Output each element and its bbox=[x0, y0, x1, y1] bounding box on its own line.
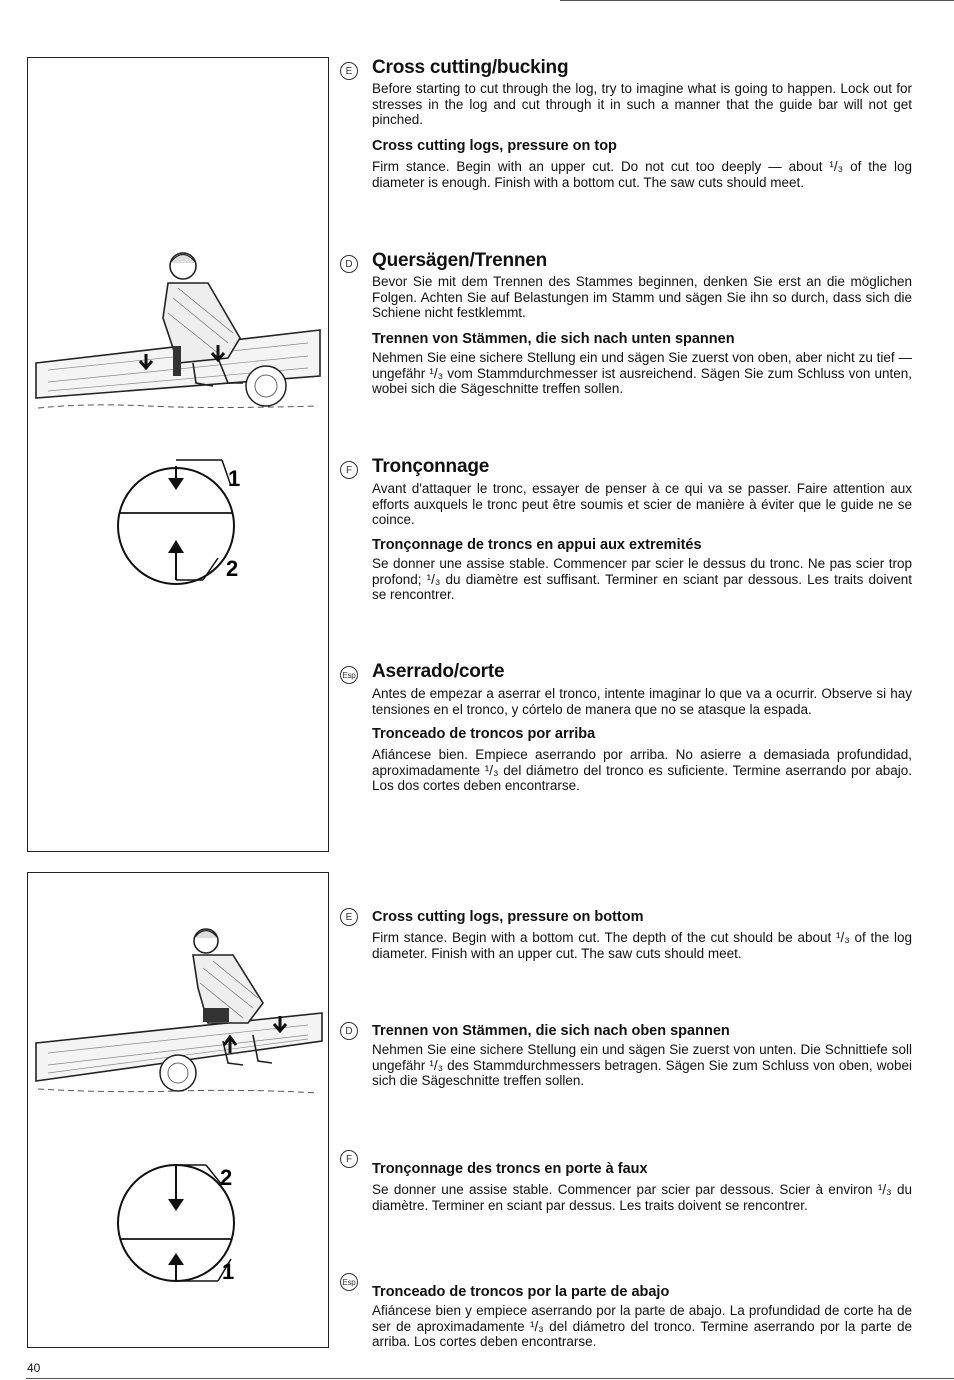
section-title: Aserrado/corte bbox=[372, 661, 505, 682]
section-body: Nehmen Sie eine sichere Stellung ein und sägen Sie zuerst von unten. Die Schnittiefe soll ungefähr ¹/₃ des Stammdurchmessers betragen. Sägen Sie zum Schluss von oben, wobei sich die Sägeschnitte treffen sollen. bbox=[372, 1042, 912, 1089]
cut-order-label-upper: 2 bbox=[220, 1165, 233, 1190]
language-badge: F bbox=[340, 1150, 358, 1168]
cut-order-label-lower: 1 bbox=[222, 1259, 235, 1284]
section-title: Quersägen/Trennen bbox=[372, 250, 548, 271]
section-subtitle: Tronceado de troncos por arriba bbox=[372, 726, 596, 742]
section-title: Cross cutting/bucking bbox=[372, 57, 569, 78]
section-title: Tronçonnage bbox=[372, 456, 490, 477]
section-subtitle: Tronçonnage de troncs en appui aux extremités bbox=[372, 537, 702, 553]
section-body: Firm stance. Begin with an upper cut. Do not cut too deeply — about ¹/₃ of the log diameter is enough. Finish with a bottom cut. The saw cuts should meet. bbox=[372, 159, 912, 190]
page-number: 40 bbox=[27, 1361, 41, 1375]
log-cutting-illustration bbox=[28, 58, 330, 853]
illustration-panel-pressure-on-bottom bbox=[27, 872, 329, 1348]
section-subtitle: Tronçonnage des troncs en porte à faux bbox=[372, 1161, 648, 1177]
section-body: Se donner une assise stable. Commencer par scier le dessus du tronc. Ne pas scier trop profond; ¹/₃ du diamètre est suffisant. Terminer en sciant par dessous. Les traits doivent se rencontrer. bbox=[372, 556, 912, 603]
language-badge: E bbox=[340, 62, 358, 80]
section-intro: Antes de empezar a aserrar el tronco, intente imaginar lo que va a ocurrir. Observe si hay tensiones en el tronco, y córtelo de manera que no se atasque la espada. bbox=[372, 686, 912, 717]
section-body: Afiáncese bien. Empiece aserrando por arriba. No asierre a demasiada profundidad, aproximadamente ¹/₃ del diámetro del tronco es suficiente. Termine aserrando por abajo. Los dos cortes deben encontrarse. bbox=[372, 747, 912, 794]
language-badge: D bbox=[340, 255, 358, 273]
section-intro: Bevor Sie mit dem Trennen des Stammes beginnen, denken Sie erst an die möglichen Folgen. Achten Sie auf Belastungen im Stamm und sägen Sie ihn so durch, dass sich die Schiene nicht festklemmt. bbox=[372, 274, 912, 321]
section-subtitle: Trennen von Stämmen, die sich nach oben spannen bbox=[372, 1023, 730, 1039]
language-badge: Esp bbox=[340, 666, 358, 684]
language-badge: Esp bbox=[340, 1273, 358, 1291]
language-badge: D bbox=[340, 1022, 358, 1040]
top-rule bbox=[560, 0, 954, 1]
section-body: Nehmen Sie eine sichere Stellung ein und sägen Sie zuerst von oben, aber nicht zu tief — ungefähr ¹/₃ vom Stammdurchmesser ist ausreichend. Sägen Sie zum Schluss von unten, wobei sich die Sägeschnitte treffen sollen. bbox=[372, 350, 912, 397]
log-cutting-illustration bbox=[28, 873, 330, 1349]
section-body: Se donner une assise stable. Commencer par scier par dessous. Scier à environ ¹/₃ du diamètre. Terminer en sciant par dessus. Les traits doivent se rencontrer. bbox=[372, 1182, 912, 1213]
section-intro: Before starting to cut through the log, try to imagine what is going to happen. Lock out for stresses in the log and cut through it in such a manner that the guide bar will not get pinched. bbox=[372, 81, 912, 128]
cut-order-label-lower: 2 bbox=[226, 556, 239, 581]
section-body: Afiáncese bien y empiece aserrando por la parte de abajo. La profundidad de corte ha de ser de aproximadamente ¹/₃ del diámetro del tronco. Termine aserrando por la parte de arriba. Los cortes deben encontrarse. bbox=[372, 1303, 912, 1350]
language-badge: F bbox=[340, 461, 358, 479]
cut-order-label-upper: 1 bbox=[228, 466, 241, 491]
section-subtitle: Tronceado de troncos por la parte de abajo bbox=[372, 1284, 670, 1300]
section-subtitle: Trennen von Stämmen, die sich nach unten spannen bbox=[372, 331, 735, 347]
language-badge: E bbox=[340, 908, 358, 926]
section-subtitle: Cross cutting logs, pressure on top bbox=[372, 138, 617, 154]
section-intro: Avant d'attaquer le tronc, essayer de penser à ce qui va se passer. Faire attention aux efforts auxquels le tronc peut être soumis et scier de manière à éviter que le guide ne se coince. bbox=[372, 481, 912, 528]
illustration-panel-pressure-on-top bbox=[27, 57, 329, 852]
section-subtitle: Cross cutting logs, pressure on bottom bbox=[372, 909, 644, 925]
bottom-rule bbox=[26, 1378, 954, 1379]
section-body: Firm stance. Begin with a bottom cut. The depth of the cut should be about ¹/₃ of the log diameter. Finish with an upper cut. The saw cuts should meet. bbox=[372, 930, 912, 961]
